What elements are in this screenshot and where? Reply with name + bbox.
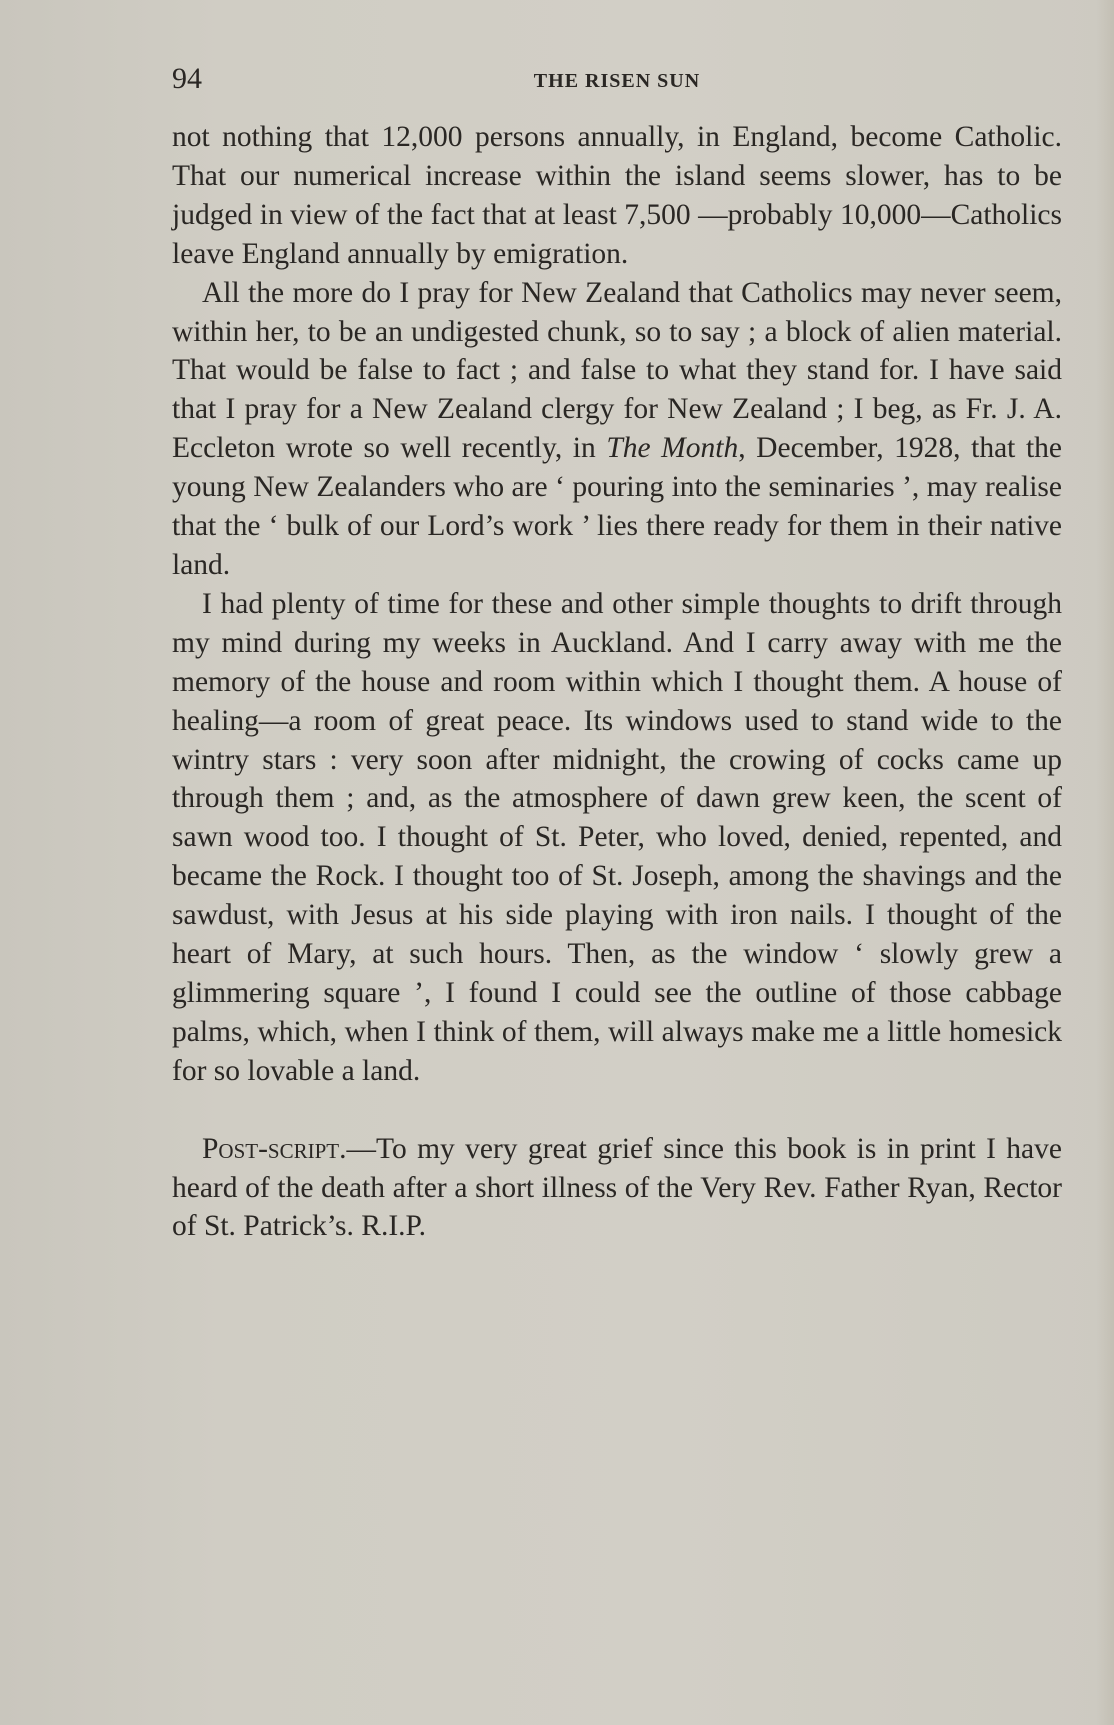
page-header	[172, 62, 1062, 102]
paragraph-3: I had plenty of time for these and other simple thoughts to drift through my mind during my weeks in Auckland. And I carry away with me the memory of the house and room within which I thought them. A house of healing—a room of great peace. Its windows used to stand wide to the wintry stars : very soon after midnight, the crowing of cocks came up through them ; and, as the atmosphere of dawn grew keen, the scent of sawn wood too. I thought of St. Peter, who loved, denied, repented, and became the Rock. I thought too of St. Joseph, among the shavings and the sawdust, with Jesus at his side playing with iron nails. I thought of the heart of Mary, at such hours. Then, as the window ‘ slowly grew a glimmering square ’, I found I could see the outline of those cabbage palms, which, when I think of them, will always make me a little homesick for so lovable a land.	[172, 587, 1062, 1087]
page-edge-shadow	[1096, 0, 1114, 1725]
postscript-label: Post-script.	[202, 1132, 347, 1165]
postscript	[172, 1130, 1062, 1247]
running-title: THE RISEN SUN	[533, 70, 701, 92]
postscript-text: —To my very great grief since this book is in print I have heard of the death after a short illness of the Very Rev. Father Ryan, Rector of St. Patrick’s. R.I.P.	[172, 1132, 1062, 1243]
paragraph-2	[172, 274, 1062, 585]
paragraph-1: not nothing that 12,000 persons annually, in England, become Catholic. That our numerical increase within the island seems slower, has to be judged in view of the fact that at least 7,500 —probably 10,000—Catholics leave England annually by emigration.	[172, 121, 1062, 270]
paragraph-2-text-b: , December, 1928, that the young New Zealanders who are ‘ pouring into the seminaries ’, may realise that the ‘ bulk of our Lord’s work ’ lies there ready for them in their native land.	[172, 432, 1063, 581]
paragraph-2-text-a: All the more do I pray for New Zealand that Catholics may never seem, within her, to be an undigested chunk, so to say ; a block of alien material. That would be false to fact ; and false to what they stand for. I have said that I pray for a New Zealand clergy for New Zealand ; I beg, as Fr. J. A. Eccleton wrote so well recently, in	[172, 276, 1062, 465]
journal-title: The Month	[606, 432, 739, 465]
body-text	[172, 118, 1062, 1246]
page-number: 94	[172, 62, 202, 95]
